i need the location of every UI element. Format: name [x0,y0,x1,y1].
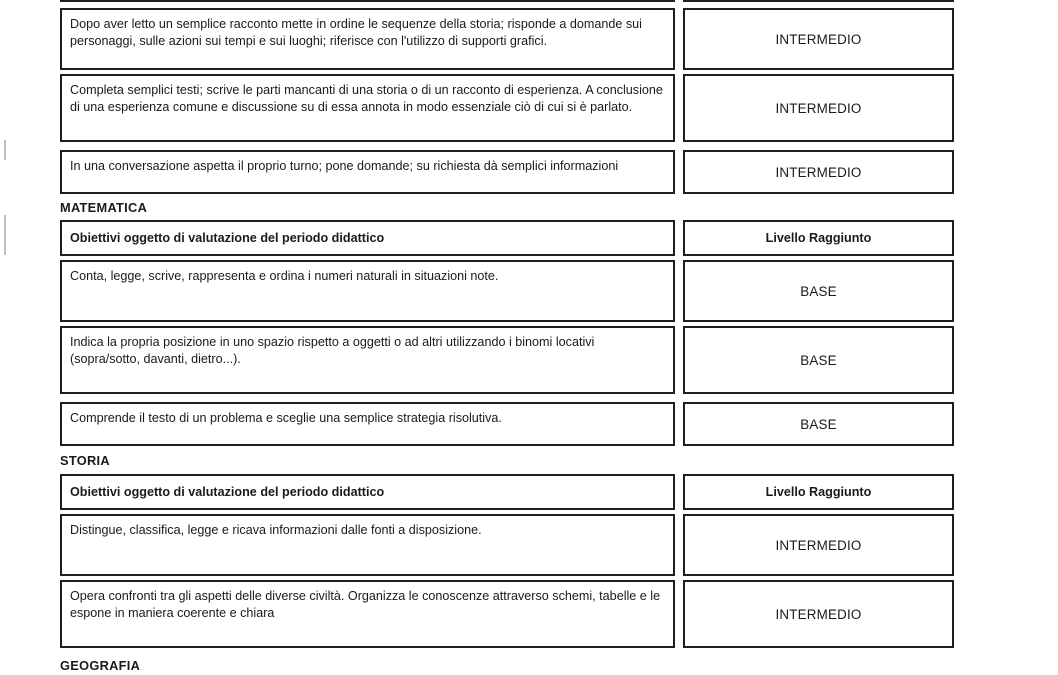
header-objectives-text: Obiettivi oggetto di valutazione del periodo didattico [70,485,385,499]
storia-objective-cell [60,580,675,648]
storia-header-objectives [60,474,675,510]
italiano-objective-cell [60,150,675,194]
header-level-text: Livello Raggiunto [765,231,872,245]
level-value: INTERMEDIO [775,31,862,47]
level-value: INTERMEDIO [775,537,862,553]
objective-text: Dopo aver letto un semplice racconto mette in ordine le sequenze della storia; risponde a domande sui personaggi, sulle azioni sui tempi e sui luoghi; riferisce con l'utilizzo di supporti grafici. [70,17,642,48]
level-value: BASE [800,352,837,368]
level-value: INTERMEDIO [775,606,862,622]
objective-text: Conta, legge, scrive, rappresenta e ordina i numeri naturali in situazioni note. [70,269,499,283]
previous-row-bottom-border [60,0,675,2]
level-value: INTERMEDIO [775,164,862,180]
objective-text: Completa semplici testi; scrive le parti mancanti di una storia o di un racconto di esperienza. A conclusione di una esperienza comune e discussione su di essa annota in modo essenziale ciò di cui si è parlato. [70,83,663,114]
matematica-objective-cell [60,402,675,446]
matematica-level-cell [683,326,954,394]
italiano-objective-cell [60,8,675,70]
italiano-level-cell [683,74,954,142]
storia-objective-cell [60,514,675,576]
matematica-objective-cell [60,260,675,322]
section-title-storia: STORIA [60,453,110,468]
header-objectives-text: Obiettivi oggetto di valutazione del periodo didattico [70,231,385,245]
italiano-objective-cell [60,74,675,142]
italiano-level-cell [683,150,954,194]
section-title-matematica: MATEMATICA [60,200,148,215]
matematica-header-objectives [60,220,675,256]
matematica-level-cell [683,260,954,322]
objective-text: Distingue, classifica, legge e ricava informazioni dalle fonti a disposizione. [70,523,482,537]
objective-text: Comprende il testo di un problema e sceglie una semplice strategia risolutiva. [70,411,502,425]
matematica-level-cell [683,402,954,446]
level-value: INTERMEDIO [775,100,862,116]
objective-text: Indica la propria posizione in uno spazio rispetto a oggetti o ad altri utilizzando i binomi locativi (sopra/sotto, davanti, dietro...). [70,335,595,366]
objective-text: Opera confronti tra gli aspetti delle diverse civiltà. Organizza le conoscenze attraverso schemi, tabelle e le espone in maniera coerente e chiara [70,589,661,620]
storia-header-level [683,474,954,510]
level-value: BASE [800,416,837,432]
storia-level-cell [683,580,954,648]
matematica-header-level [683,220,954,256]
scan-artifact [4,140,6,160]
italiano-level-cell [683,8,954,70]
previous-row-bottom-border [683,0,954,2]
level-value: BASE [800,283,837,299]
header-level-text: Livello Raggiunto [765,485,872,499]
storia-level-cell [683,514,954,576]
section-title-geografia: GEOGRAFIA [60,658,141,673]
objective-text: In una conversazione aspetta il proprio turno; pone domande; su richiesta dà semplici informazioni [70,159,619,173]
matematica-objective-cell [60,326,675,394]
scan-artifact [4,215,6,255]
